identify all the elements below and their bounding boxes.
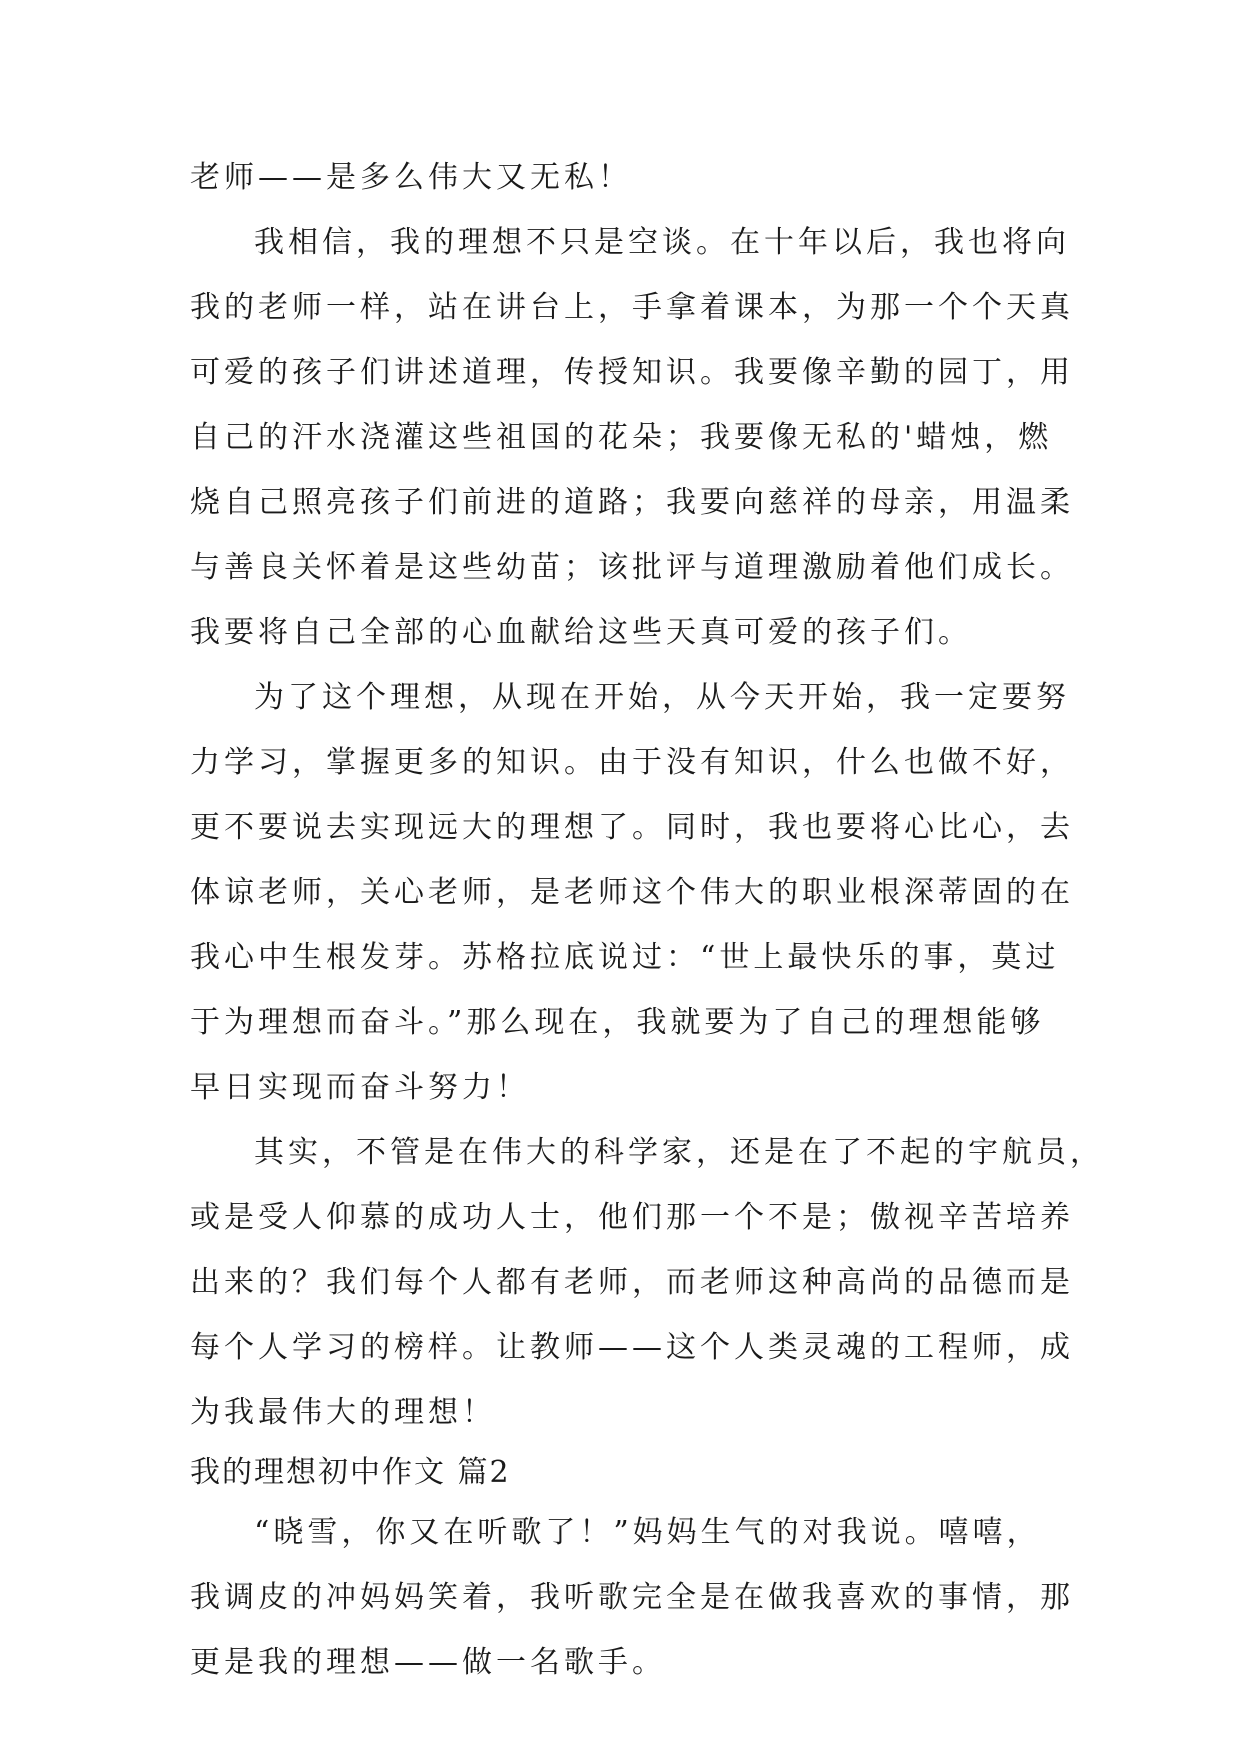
text-line: 我心中生根发芽。苏格拉底说过：“世上最快乐的事，莫过: [190, 940, 1060, 975]
text-line: 体谅老师，关心老师，是老师这个伟大的职业根深蒂固的在: [190, 875, 1074, 910]
text-line: 我调皮的冲妈妈笑着，我听歌完全是在做我喜欢的事情，那: [190, 1580, 1074, 1615]
paragraph-start: 其实，不管是在伟大的科学家，还是在了不起的宇航员，: [254, 1135, 1104, 1170]
paragraph-start: 我相信，我的理想不只是空谈。在十年以后，我也将向: [254, 225, 1070, 260]
section-heading: 我的理想初中作文 篇2: [190, 1455, 511, 1490]
paragraph-start: 为了这个理想，从现在开始，从今天开始，我一定要努: [254, 680, 1070, 715]
text-line: 每个人学习的榜样。让教师——这个人类灵魂的工程师，成: [190, 1330, 1074, 1365]
text-line: 力学习，掌握更多的知识。由于没有知识，什么也做不好，: [190, 745, 1074, 780]
text-line: 或是受人仰慕的成功人士，他们那一个不是；傲视辛苦培养: [190, 1200, 1074, 1235]
text-line: 早日实现而奋斗努力！: [190, 1070, 530, 1105]
text-line: 为我最伟大的理想！: [190, 1395, 496, 1430]
text-line: 更不要说去实现远大的理想了。同时，我也要将心比心，去: [190, 810, 1074, 845]
text-line: 老师——是多么伟大又无私！: [190, 160, 632, 195]
text-line: 我的老师一样，站在讲台上，手拿着课本，为那一个个天真: [190, 290, 1074, 325]
text-line: 我要将自己全部的心血献给这些天真可爱的孩子们。: [190, 615, 972, 650]
text-line: 与善良关怀着是这些幼苗；该批评与道理激励着他们成长。: [190, 550, 1074, 585]
text-line: 出来的？我们每个人都有老师，而老师这种高尚的品德而是: [190, 1265, 1074, 1300]
text-line: 可爱的孩子们讲述道理，传授知识。我要像辛勤的园丁，用: [190, 355, 1074, 390]
text-line: 更是我的理想——做一名歌手。: [190, 1645, 666, 1680]
text-line: 于为理想而奋斗。”那么现在，我就要为了自己的理想能够: [190, 1005, 1045, 1040]
text-line: 自己的汗水浇灌这些祖国的花朵；我要像无私的'蜡烛，燃: [190, 420, 1053, 455]
text-line: 烧自己照亮孩子们前进的道路；我要向慈祥的母亲，用温柔: [190, 485, 1074, 520]
paragraph-start: “晓雪，你又在听歌了！”妈妈生气的对我说。嘻嘻，: [254, 1515, 1041, 1550]
